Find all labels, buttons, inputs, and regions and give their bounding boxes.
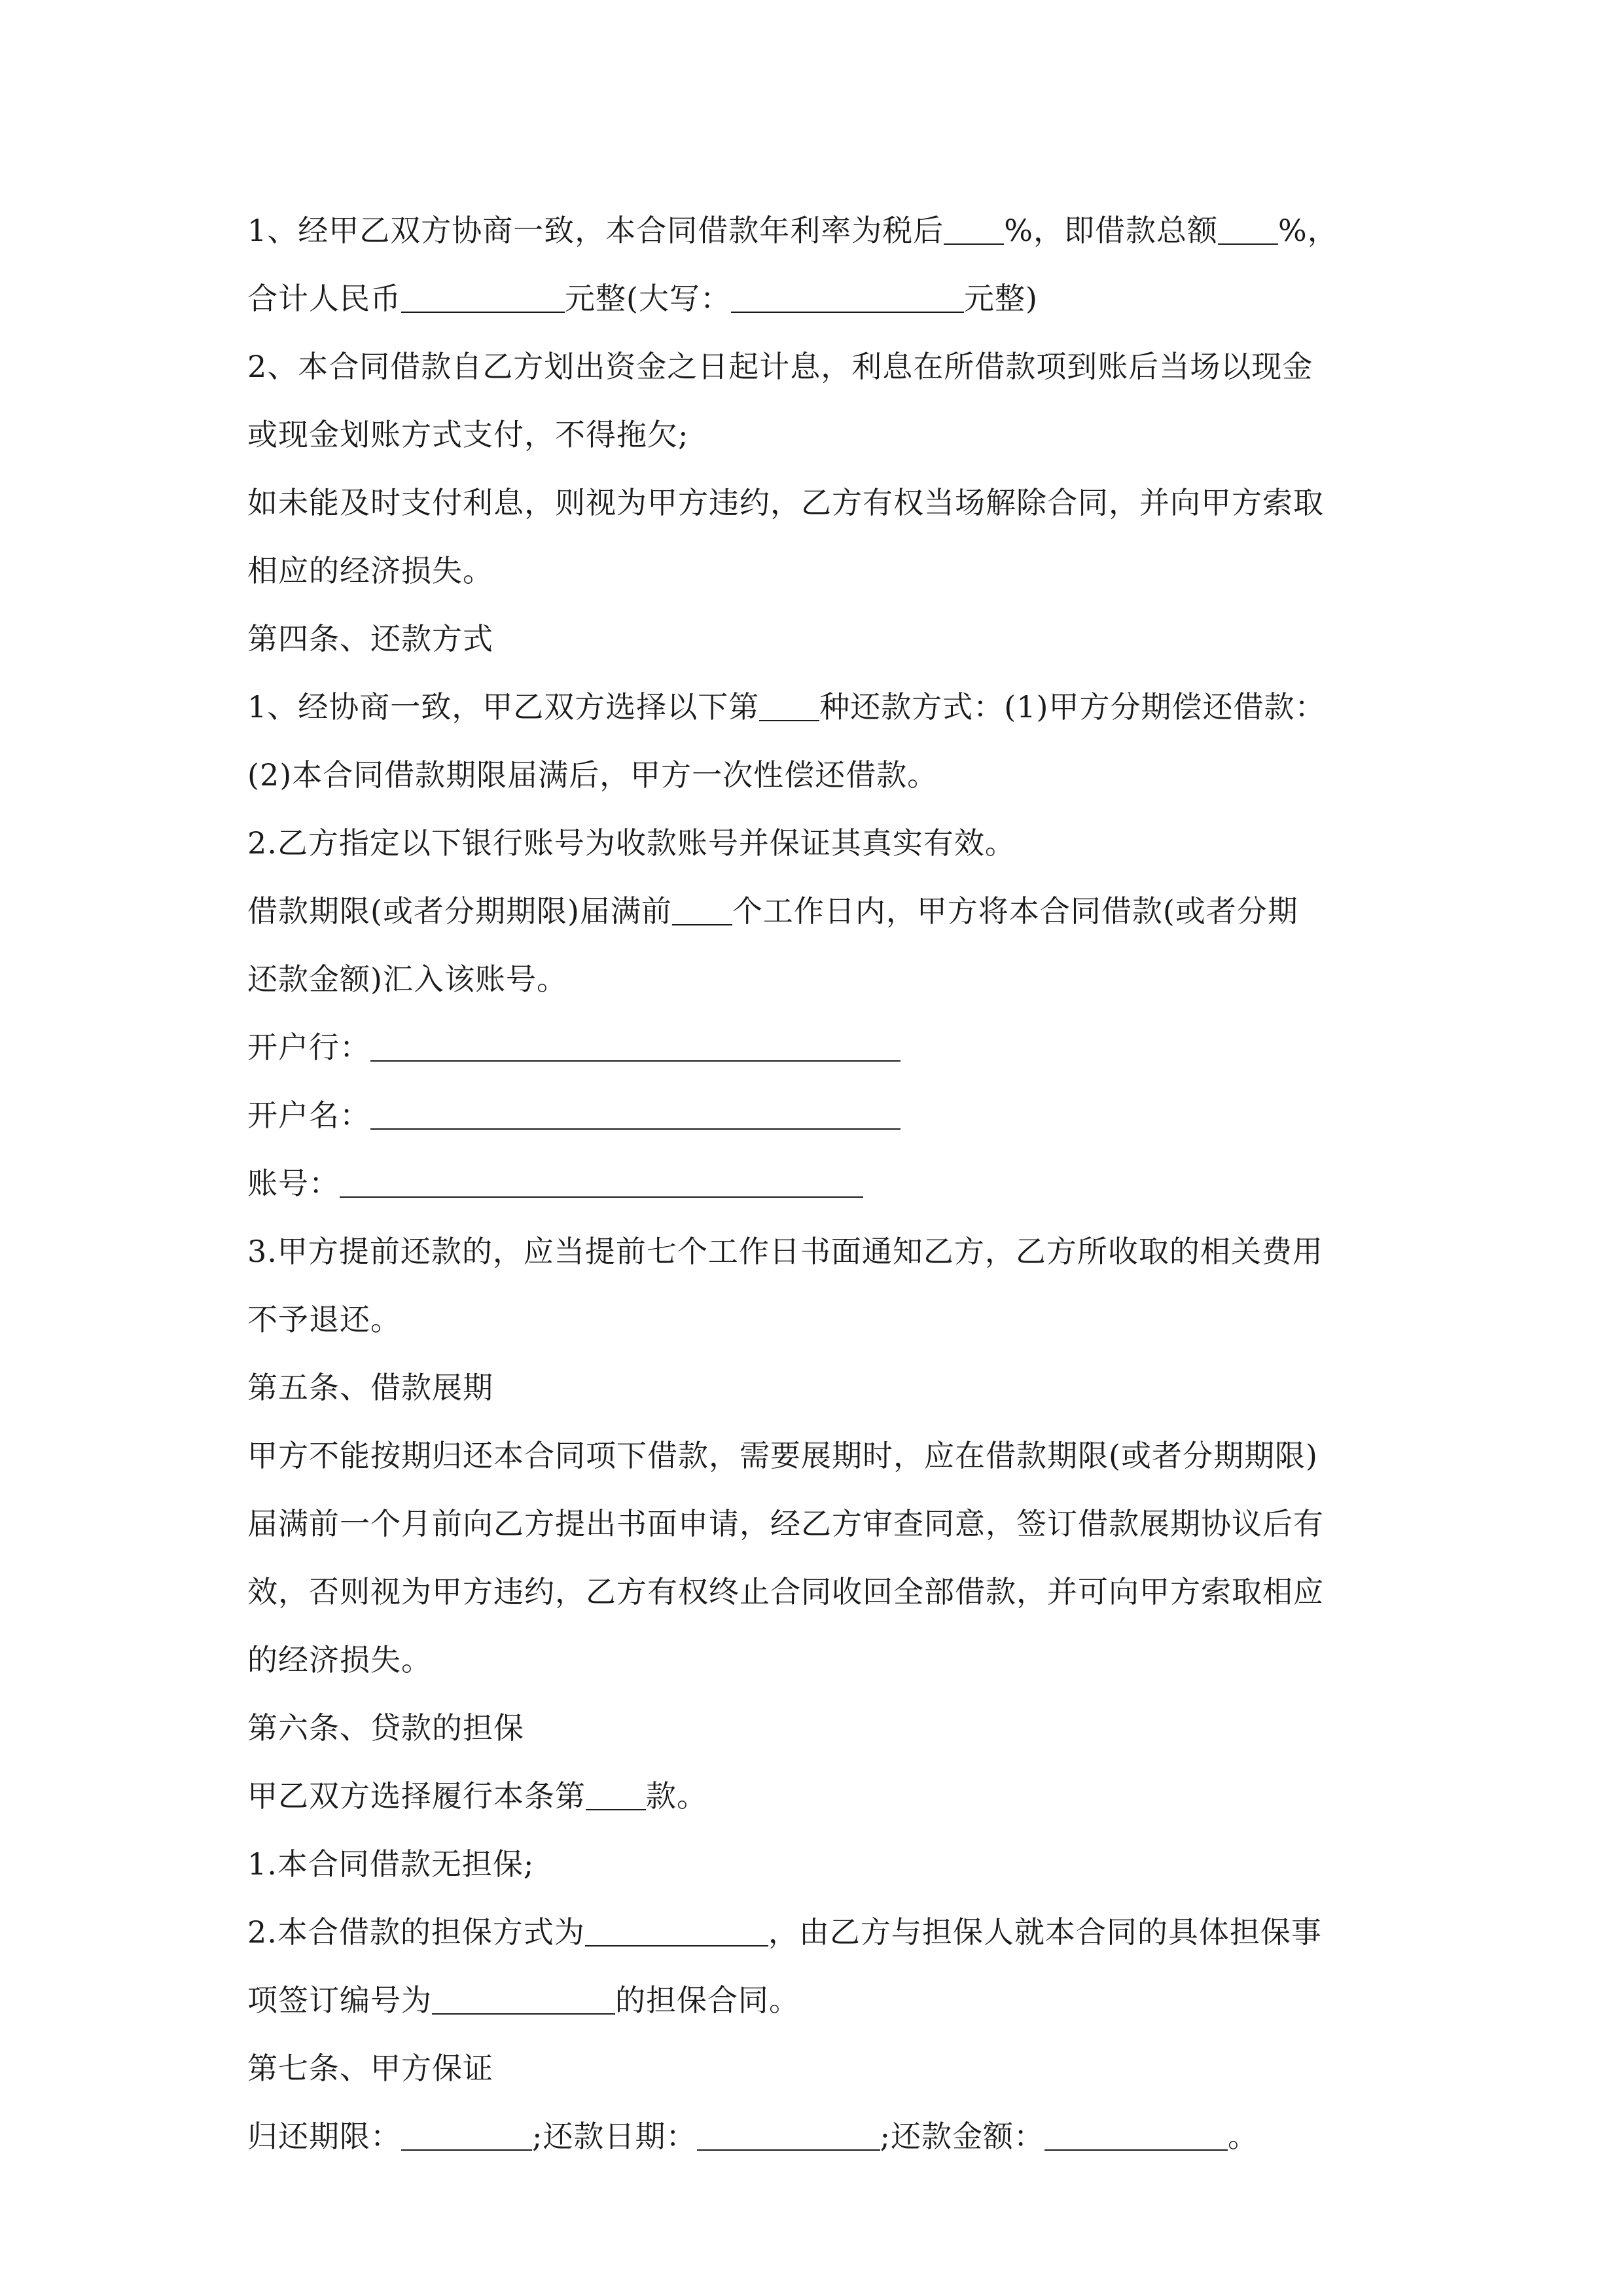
repayment-method-line [247,673,1399,741]
account-name-line [247,1081,1399,1149]
bank-name-label: 开户行： [247,1030,370,1065]
repayment-term-blank[interactable] [401,2119,532,2151]
paragraph-line: 或现金划账方式支付，不得拖欠; [247,417,689,452]
paragraph-line: 如未能及时支付利息，则视为甲方违约，乙方有权当场解除合同，并向甲方索取 [247,485,1324,520]
text: ;还款日期： [532,2119,697,2154]
bank-name-blank[interactable] [370,1030,901,1062]
guarantee-contract-number-blank[interactable] [432,1983,615,2015]
amount-words-blank[interactable] [731,281,964,313]
account-name-blank[interactable] [370,1098,901,1130]
paragraph-line: 相应的经济损失。 [247,553,493,588]
amount-line [247,264,1399,332]
text: 合计人民币 [247,281,401,316]
text: %，即借款总额 [1004,213,1218,248]
text: 借款期限(或者分期期限)届满前 [247,893,672,929]
text: 1、经甲乙双方协商一致，本合同借款年利率为税后 [247,213,944,248]
text: 。 [1228,2119,1258,2154]
repayment-amount-blank[interactable] [1044,2119,1228,2151]
text: 的担保合同。 [615,1982,800,2018]
guarantee-choice-line [247,1762,1399,1830]
text: 1、经协商一致，甲乙双方选择以下第 [247,689,760,725]
paragraph-line: 2、本合同借款自乙方划出资金之日起计息，利息在所借款项到账后当场以现金 [247,349,1313,384]
bank-name-line [247,1013,1399,1081]
amount-figure-blank[interactable] [401,281,565,313]
paragraph-line: 3.甲方提前还款的，应当提前七个工作日书面通知乙方，乙方所收取的相关费用 [247,1234,1323,1269]
paragraph-line: 届满前一个月前向乙方提出书面申请，经乙方审查同意，签订借款展期协议后有 [247,1506,1324,1541]
repayment-method-blank[interactable] [759,690,819,721]
text: 元整(大写： [565,281,731,316]
paragraph-line: 的经济损失。 [247,1642,432,1677]
text: ，由乙方与担保人就本合同的具体担保事 [768,1914,1322,1950]
text: 2.本合借款的担保方式为 [247,1914,585,1950]
section-heading-article-4: 第四条、还款方式 [247,621,493,656]
paragraph-line: (2)本合同借款期限届满后，甲方一次性偿还借款。 [247,757,938,793]
guarantee-contract-line [247,1966,1399,2034]
paragraph-line: 还款金额)汇入该账号。 [247,961,567,997]
repayment-date-blank[interactable] [697,2119,880,2151]
working-days-blank[interactable] [672,894,732,925]
working-days-line [247,877,1399,945]
section-heading-article-6: 第六条、贷款的担保 [247,1710,524,1746]
text: ;还款金额： [880,2119,1044,2154]
annual-rate-blank[interactable] [944,213,1004,245]
guarantee-method-blank[interactable] [585,1915,768,1946]
total-rate-blank[interactable] [1218,213,1278,245]
section-heading-article-5: 第五条、借款展期 [247,1370,493,1405]
guarantee-method-line [247,1898,1399,1966]
contract-page [247,196,1399,2170]
text: 元整) [963,281,1038,316]
account-name-label: 开户名： [247,1098,370,1133]
account-number-line [247,1149,1399,1217]
account-number-label: 账号： [247,1166,340,1201]
text: %， [1278,213,1338,248]
section-heading-article-7: 第七条、甲方保证 [247,2051,493,2086]
text: 款。 [646,1778,707,1814]
text: 个工作日内，甲方将本合同借款(或者分期 [732,893,1298,929]
repayment-terms-line [247,2102,1399,2170]
text: 归还期限： [247,2119,401,2154]
paragraph-line: 1.本合同借款无担保; [247,1846,535,1882]
text: 项签订编号为 [247,1982,432,2018]
interest-rate-line [247,196,1399,264]
paragraph-line: 2.乙方指定以下银行账号为收款账号并保证其真实有效。 [247,825,1016,861]
paragraph-line: 甲方不能按期归还本合同项下借款，需要展期时，应在借款期限(或者分期期限) [247,1438,1318,1473]
guarantee-clause-blank[interactable] [586,1779,646,1810]
text: 种还款方式：(1)甲方分期偿还借款： [819,689,1326,725]
paragraph-line: 效，否则视为甲方违约，乙方有权终止合同收回全部借款，并可向甲方索取相应 [247,1574,1324,1609]
paragraph-line: 不予退还。 [247,1302,401,1337]
account-number-blank[interactable] [340,1166,863,1198]
text: 甲乙双方选择履行本条第 [247,1778,586,1814]
